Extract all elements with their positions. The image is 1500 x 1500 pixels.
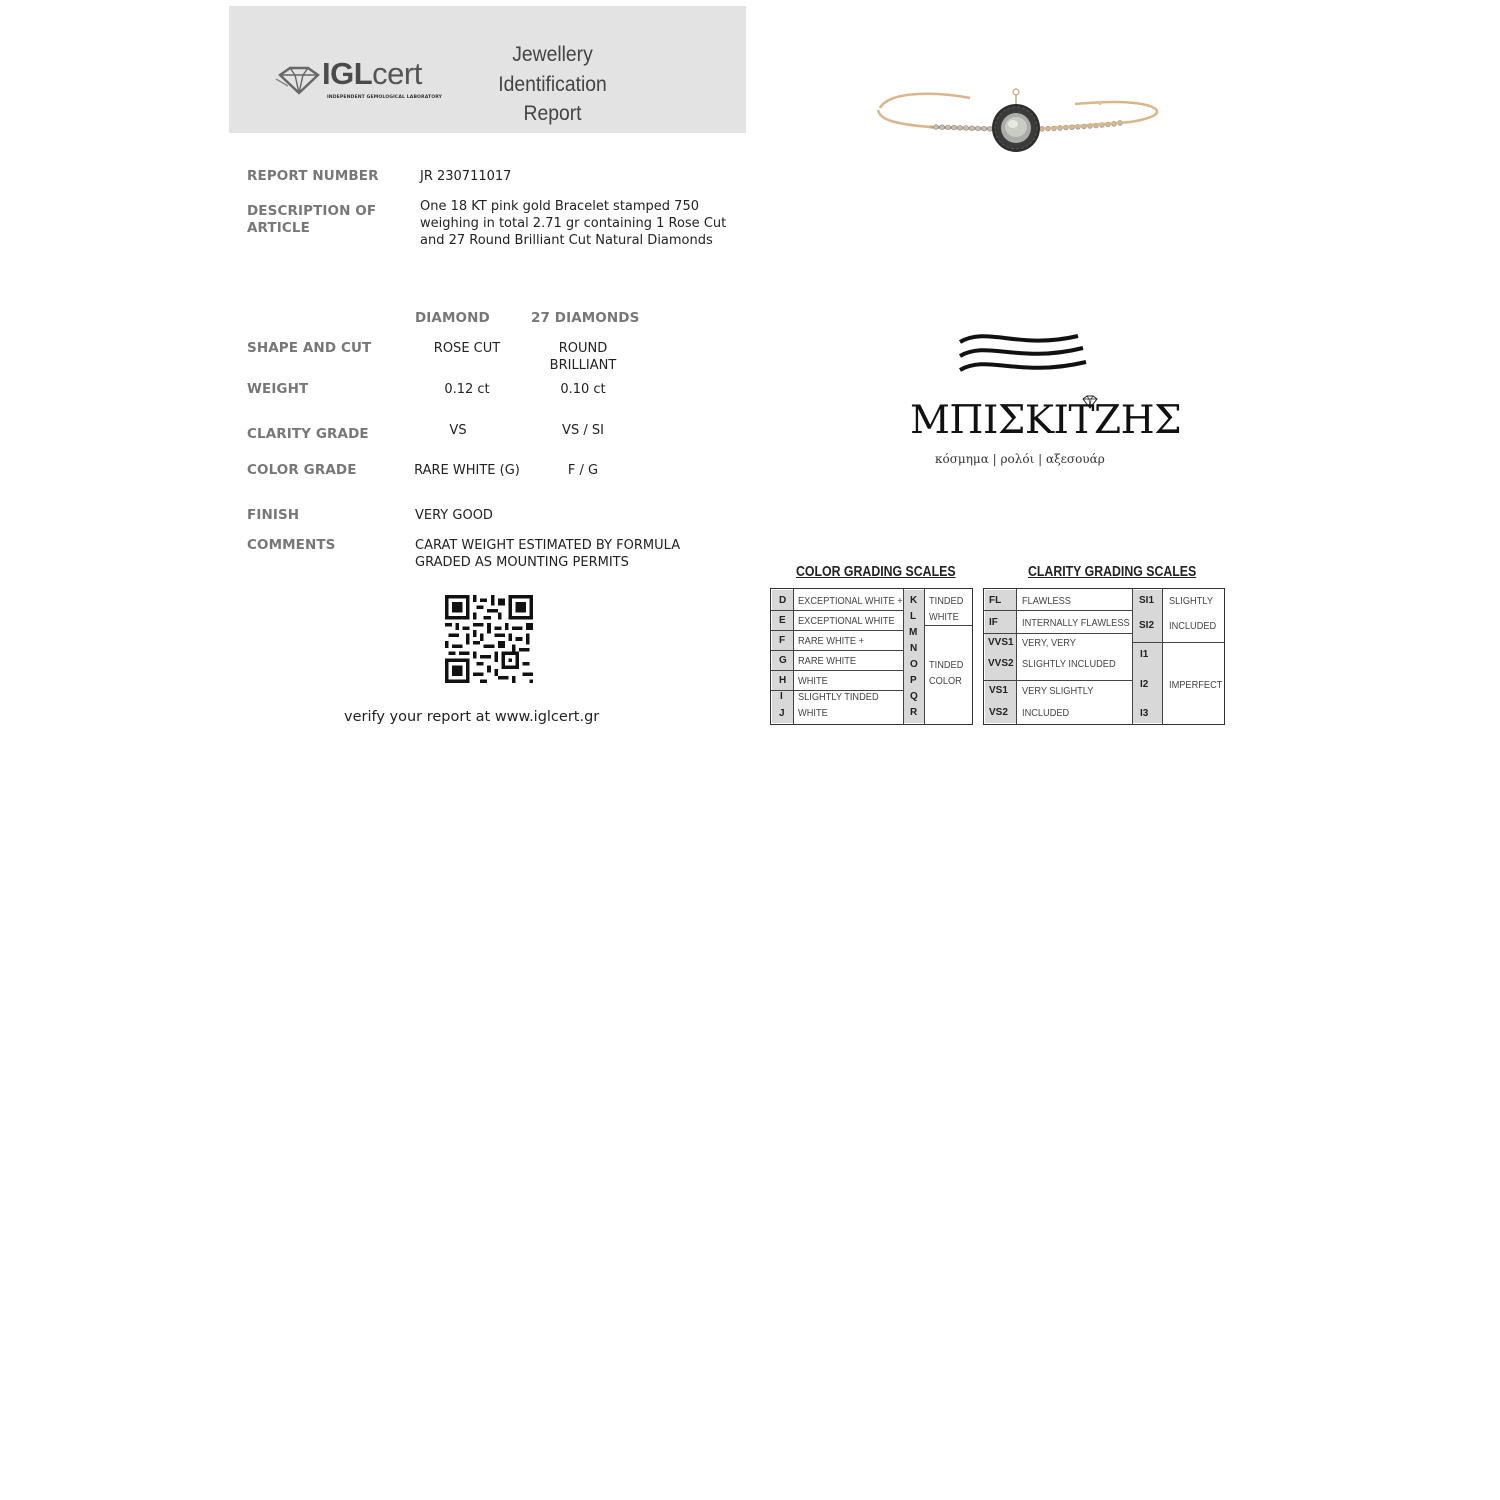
color-desc-j: WHITE	[798, 707, 828, 719]
color-desc-f: RARE WHITE +	[798, 635, 864, 647]
brand-tagline: κόσμημα | ρολόι | αξεσουάρ	[935, 452, 1105, 466]
clarity-code-vs2: VS2	[989, 707, 1008, 718]
color-desc-e: EXCEPTIONAL WHITE	[798, 615, 895, 627]
clarity-desc-vs-1: VERY SLIGHTLY	[1022, 685, 1094, 697]
clarity-scale-title: CLARITY GRADING SCALES	[1028, 564, 1197, 580]
clarity-desc-vvs-1: VERY, VERY	[1022, 637, 1076, 649]
color-grade-l: L	[910, 611, 917, 622]
color-desc-d: EXCEPTIONAL WHITE +	[798, 595, 903, 607]
color-grade-q: Q	[910, 691, 918, 702]
clarity-code-i1: I1	[1140, 649, 1149, 660]
col-header-diamond: DIAMOND	[415, 310, 490, 326]
color-desc-g: RARE WHITE	[798, 655, 857, 667]
weight-label: WEIGHT	[247, 381, 309, 397]
color-grade-k: K	[910, 595, 918, 606]
clarity-code-si2: SI2	[1139, 620, 1155, 631]
color-grade-d: D	[779, 595, 787, 606]
clarity-desc-if: INTERNALLY FLAWLESS	[1022, 617, 1130, 629]
brand-logo	[900, 325, 1182, 475]
iglcert-logo	[274, 56, 454, 104]
color-grade-e: E	[779, 615, 786, 626]
description-value: One 18 KT pink gold Bracelet stamped 750 weighing in total 2.71 gr containing 1 Rose Cut and 27 Round Brilliant Cut Natural Diamonds	[420, 199, 727, 248]
color-grade-m: M	[909, 627, 918, 638]
color-grade-p: P	[910, 675, 917, 686]
tinted-color-line1: TINDED	[929, 659, 964, 671]
clarity-scale-table	[983, 588, 1225, 725]
comments-value: CARAT WEIGHT ESTIMATED BY FORMULA GRADED AS MOUNTING PERMITS	[415, 538, 681, 570]
description-label: DESCRIPTION OF ARTICLE	[247, 203, 377, 236]
weight-col2: 0.10 ct	[560, 382, 606, 397]
shape-col2: ROUND BRILLIANT	[549, 341, 617, 373]
finish-label: FINISH	[247, 507, 300, 523]
color-desc-h: WHITE	[798, 675, 828, 687]
waves-logo-icon	[958, 330, 1088, 380]
bracelet-photo	[870, 72, 1170, 162]
tinted-white-line1: TINDED	[929, 595, 964, 607]
clarity-desc-vvs-2: SLIGHTLY INCLUDED	[1022, 658, 1116, 670]
clarity-imperfect: IMPERFECT	[1169, 679, 1223, 691]
brand-name: ΜΠΙΣΚΙΤΖΗΣ	[910, 398, 1182, 443]
color-label: COLOR GRADE	[247, 462, 357, 478]
shape-col1: ROSE CUT	[433, 341, 501, 356]
clarity-code-vvs2: VVS2	[988, 658, 1014, 669]
tinted-white-line2: WHITE	[929, 611, 959, 623]
clarity-code-vvs1: VVS1	[988, 637, 1014, 648]
color-grade-n: N	[910, 643, 918, 654]
color-grade-i: I	[780, 691, 783, 702]
qr-code[interactable]	[445, 595, 533, 683]
report-title: Jewellery Identification Report	[498, 43, 607, 125]
clarity-col2: VS / SI	[562, 423, 604, 438]
tinted-color-line2: COLOR	[929, 675, 962, 687]
color-desc-i: SLIGHTLY TINDED	[798, 691, 879, 703]
report-number-label: REPORT NUMBER	[247, 168, 379, 184]
color-grade-o: O	[910, 659, 918, 670]
color-col1: RARE WHITE (G)	[414, 463, 520, 478]
color-grade-g: G	[779, 655, 787, 666]
col-header-27-diamonds: 27 DIAMONDS	[531, 310, 640, 326]
clarity-label: CLARITY GRADE	[247, 426, 369, 442]
color-grade-j: J	[779, 708, 785, 719]
clarity-code-i2: I2	[1140, 679, 1149, 690]
report-number-value: JR 230711017	[420, 169, 512, 184]
clarity-code-si1: SI1	[1139, 595, 1155, 606]
clarity-desc-vs-2: INCLUDED	[1022, 707, 1070, 719]
weight-col1: 0.12 ct	[444, 382, 490, 397]
clarity-code-fl: FL	[989, 595, 1002, 606]
diamond-logo-icon	[274, 66, 322, 96]
color-grade-h: H	[779, 675, 787, 686]
logo-wordmark: IGLcert	[322, 56, 422, 91]
clarity-code-vs1: VS1	[989, 685, 1008, 696]
verify-link[interactable]: verify your report at www.iglcert.gr	[344, 709, 600, 725]
clarity-desc-fl: FLAWLESS	[1022, 595, 1071, 607]
clarity-col1: VS	[449, 423, 467, 438]
clarity-slightly: SLIGHTLY	[1169, 595, 1213, 607]
finish-value: VERY GOOD	[415, 508, 493, 523]
logo-subtitle: INDEPENDENT GEMOLOGICAL LABORATORY	[327, 95, 443, 100]
color-grade-f: F	[779, 635, 786, 646]
clarity-code-i3: I3	[1140, 708, 1149, 719]
color-grade-r: R	[910, 707, 918, 718]
clarity-code-if: IF	[989, 617, 998, 628]
color-col2: F / G	[567, 463, 599, 478]
comments-label: COMMENTS	[247, 537, 336, 553]
color-scale-title: COLOR GRADING SCALES	[796, 564, 956, 580]
shape-label: SHAPE AND CUT	[247, 340, 372, 356]
clarity-included: INCLUDED	[1169, 620, 1217, 632]
